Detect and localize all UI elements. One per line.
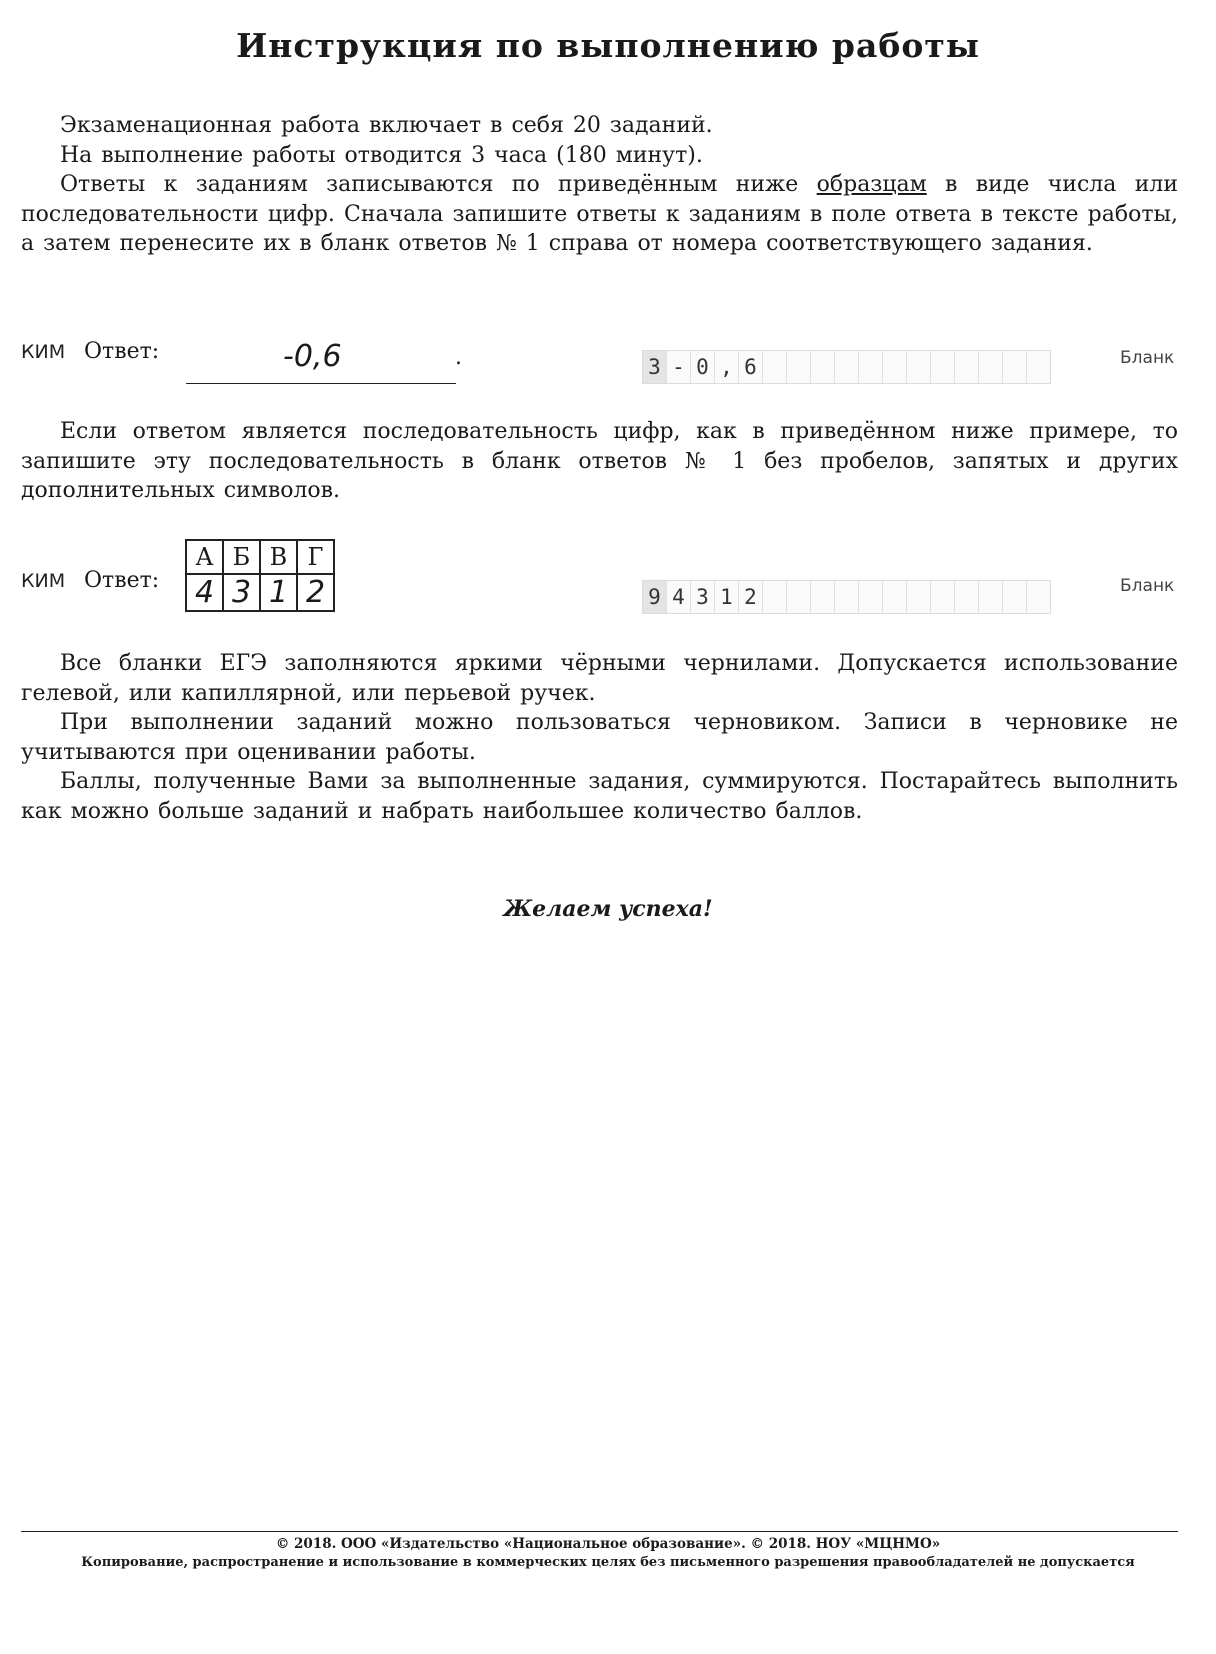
answer-underline xyxy=(186,383,456,384)
blank-cell: , xyxy=(715,351,739,383)
blank-answer-cells-1 xyxy=(642,350,1051,384)
answer-label-2: Ответ: xyxy=(84,568,160,593)
blank-cell: 9 xyxy=(643,581,667,613)
answer-table-header: В xyxy=(260,540,297,574)
rules-line-3: Баллы, полученные Вами за выполненные задания, суммируются. Постарайтесь выполнить как можно больше заданий и набрать наибольшее количество баллов. xyxy=(21,769,1178,824)
rules-paragraph xyxy=(21,649,1178,826)
blank-answer-cells-2 xyxy=(642,580,1051,614)
blank-cell: 1 xyxy=(715,581,739,613)
blank-cell: 4 xyxy=(667,581,691,613)
blank-cell: 6 xyxy=(739,351,763,383)
blank-cell xyxy=(811,351,835,383)
answer-table-value: 1 xyxy=(260,574,297,611)
answer-dot: . xyxy=(455,345,462,370)
page-title: Инструкция по выполнению работы xyxy=(236,26,980,65)
blank-cell xyxy=(979,351,1003,383)
answer-table-header: Г xyxy=(297,540,334,574)
blank-cell xyxy=(859,351,883,383)
blank-cell xyxy=(835,351,859,383)
kim-label-2: КИМ xyxy=(21,570,66,592)
blank-cell xyxy=(859,581,883,613)
rules-line-2: При выполнении заданий можно пользоваться черновиком. Записи в черновике не учитываются при оценивании работы. xyxy=(21,710,1178,765)
blank-label-1: Бланк xyxy=(1120,348,1175,368)
intro-paragraph xyxy=(21,111,1178,259)
blank-cell xyxy=(787,351,811,383)
blank-cell xyxy=(1003,351,1027,383)
blank-label-2: Бланк xyxy=(1120,576,1175,596)
blank-cell: 3 xyxy=(643,351,667,383)
blank-cell xyxy=(1027,581,1050,613)
blank-cell xyxy=(955,351,979,383)
answer-table-value: 3 xyxy=(223,574,260,611)
blank-cell xyxy=(835,581,859,613)
rules-line-1: Все бланки ЕГЭ заполняются яркими чёрными чернилами. Допускается использование гелевой, или капиллярной, или перьевой ручек. xyxy=(21,651,1178,706)
intro-line-2: На выполнение работы отводится 3 часа (180 минут). xyxy=(60,142,703,168)
intro-line-1: Экзаменационная работа включает в себя 20 заданий. xyxy=(60,113,713,138)
intro-line-3-start: Ответы к заданиям записываются по приведённым ниже xyxy=(60,172,817,197)
blank-cell xyxy=(979,581,1003,613)
answer-table-header-row xyxy=(186,540,334,574)
samples-link: образцам xyxy=(816,172,927,197)
answer-table xyxy=(185,539,335,612)
blank-cell: - xyxy=(667,351,691,383)
footer-divider xyxy=(21,1531,1178,1532)
answer-table-value: 4 xyxy=(186,574,223,611)
blank-cell xyxy=(907,351,931,383)
intro-line-3-end: в виде числа или последовательности цифр. Сначала запишите ответы к заданиям в поле ответа в тексте работы, а затем перенесите их в бланк ответов № 1 справа от номера соответствующего задания. xyxy=(21,172,1178,256)
blank-cell xyxy=(763,581,787,613)
answer-table-header: Б xyxy=(223,540,260,574)
answer-table-value: 2 xyxy=(297,574,334,611)
blank-cell: 2 xyxy=(739,581,763,613)
blank-cell xyxy=(763,351,787,383)
blank-cell: 0 xyxy=(691,351,715,383)
footer-copyright: © 2018. ООО «Издательство «Национальное образование». © 2018. НОУ «МЦНМО» xyxy=(275,1536,941,1552)
footer-notice: Копирование, распространение и использование в коммерческих целях без письменного разрешения правообладателей не допускается xyxy=(81,1555,1135,1570)
kim-label-1: КИМ xyxy=(21,341,66,363)
good-luck-text: Желаем успеха! xyxy=(503,896,713,922)
answer-label-1: Ответ: xyxy=(84,339,160,364)
sequence-paragraph: Если ответом является последовательность цифр, как в приведённом ниже примере, то запишите эту последовательность в бланк ответов № 1 без пробелов, запятых и других дополнительных символов. xyxy=(21,419,1178,503)
blank-cell xyxy=(1003,581,1027,613)
blank-cell xyxy=(787,581,811,613)
blank-cell xyxy=(931,581,955,613)
blank-cell xyxy=(883,581,907,613)
answer-table-value-row xyxy=(186,574,334,611)
answer-table-header: А xyxy=(186,540,223,574)
blank-cell xyxy=(907,581,931,613)
blank-cell: 3 xyxy=(691,581,715,613)
blank-cell xyxy=(931,351,955,383)
blank-cell xyxy=(955,581,979,613)
blank-cell xyxy=(883,351,907,383)
answer-value-1: -0,6 xyxy=(283,339,342,374)
blank-cell xyxy=(811,581,835,613)
intro-line-3 xyxy=(21,170,1178,259)
blank-cell xyxy=(1027,351,1050,383)
